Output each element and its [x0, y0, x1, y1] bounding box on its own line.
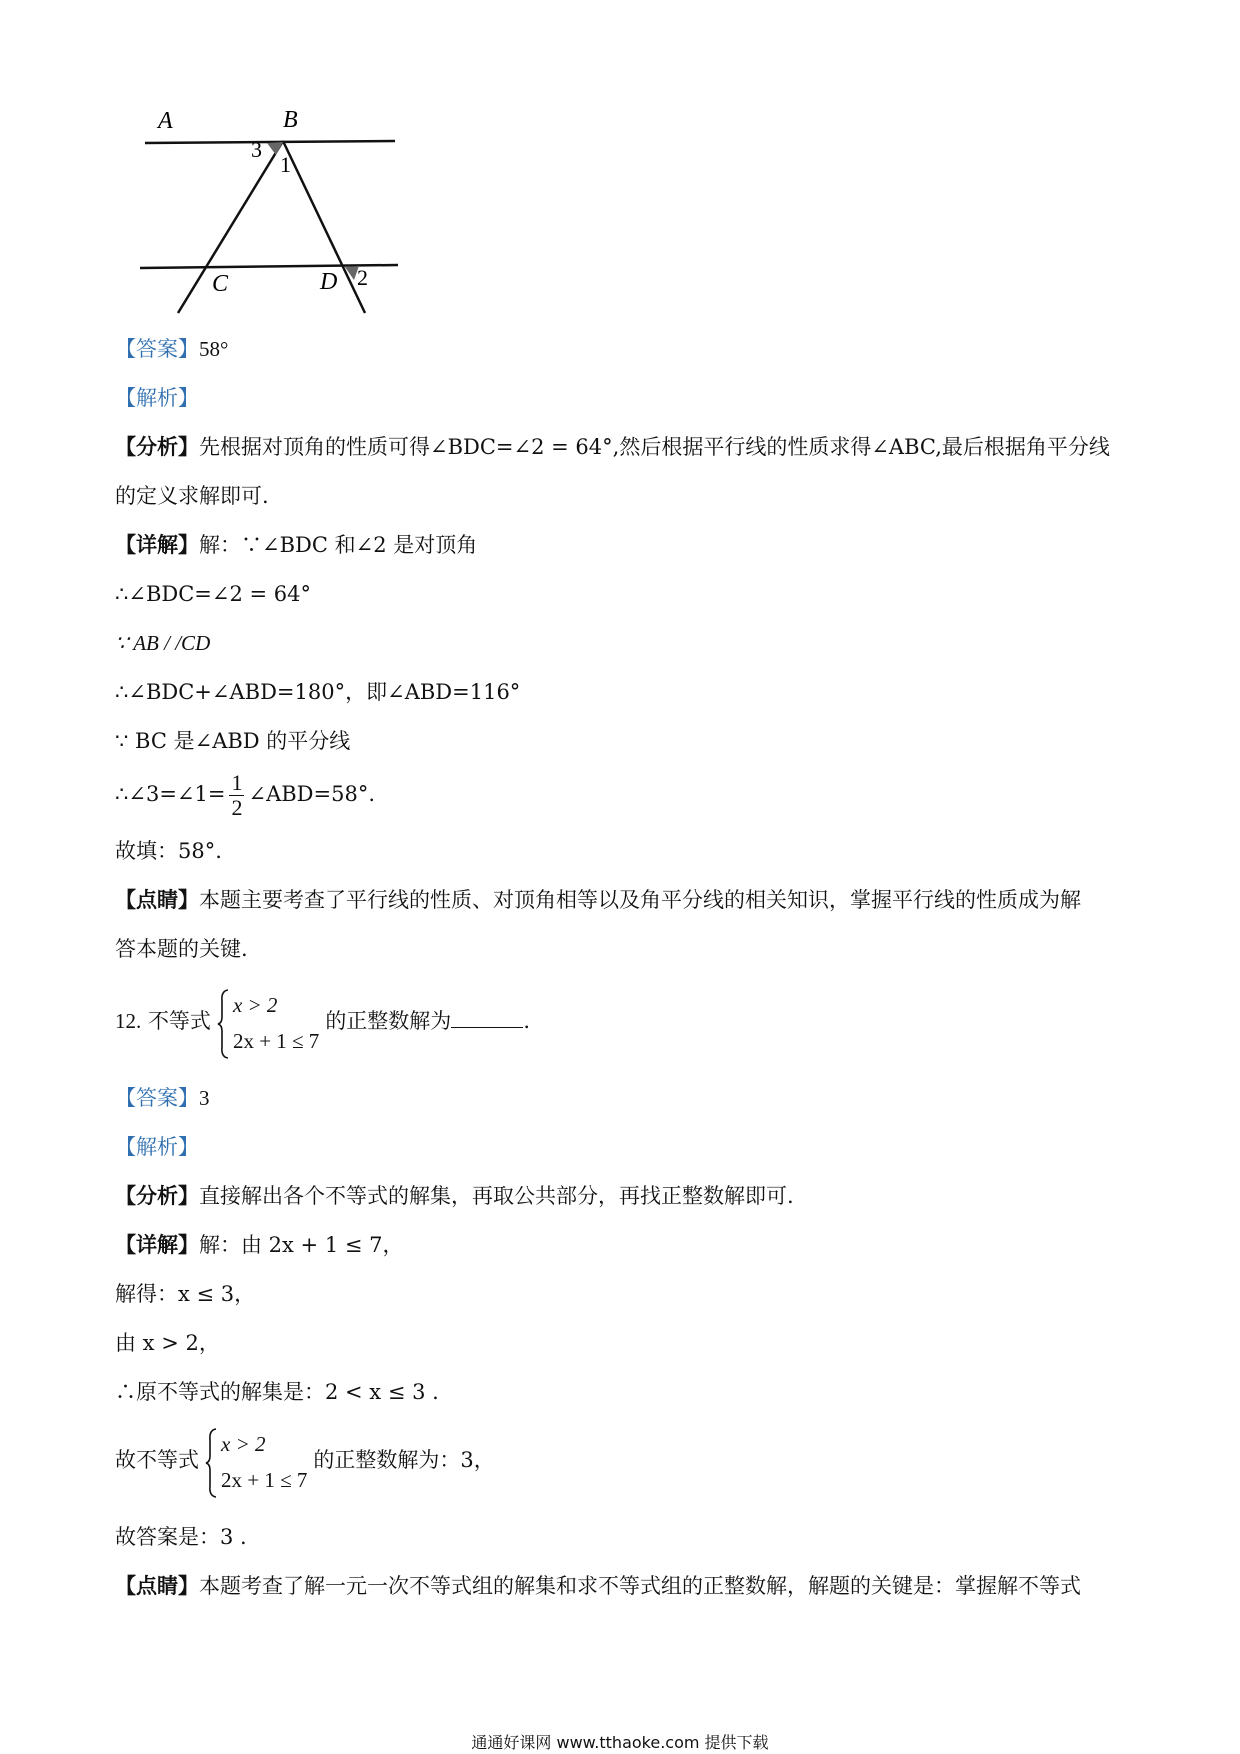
fenxi-tag: 【分析】	[115, 434, 199, 459]
fraction-half	[229, 771, 244, 820]
step-4: ∴原不等式的解集是：2 < x ≤ 3 .	[115, 1380, 439, 1404]
q11-dianjing-2: 答本题的关键.	[115, 937, 248, 961]
answer-blank	[451, 1009, 523, 1028]
dianjing-tag: 【点睛】	[115, 1573, 199, 1598]
q11-dianjing-1	[115, 885, 1081, 915]
inequality-2: 2x + 1 ≤ 7	[221, 1467, 308, 1492]
analysis-tag: 【解析】	[115, 386, 199, 410]
inequality-1: x > 2	[232, 992, 278, 1017]
step-3: 由 x > 2，	[115, 1331, 220, 1355]
brace-icon	[217, 989, 229, 1059]
inequality-system	[205, 1426, 307, 1498]
dianjing-tag: 【点睛】	[115, 887, 199, 912]
q12-xiangjie	[115, 1230, 404, 1260]
inequality-2: 2x + 1 ≤ 7	[232, 1028, 320, 1053]
answer-value: 3	[199, 1086, 210, 1110]
fraction-numerator: 1	[231, 770, 243, 795]
xiangjie-tag: 【详解】	[115, 1232, 199, 1257]
geometry-figure	[130, 105, 410, 320]
fraction-denominator: 2	[231, 795, 243, 820]
step-6: 故答案是：3 .	[115, 1525, 247, 1549]
answer-tag: 【答案】	[115, 1086, 199, 1110]
step-5	[115, 1422, 495, 1498]
q12-answer-line	[115, 1083, 210, 1113]
answer-value: 58°	[199, 337, 229, 361]
label-A: A	[158, 108, 173, 134]
stem-pre: 不等式	[147, 1009, 211, 1033]
analysis-tag: 【解析】	[115, 1135, 199, 1159]
q12-dianjing	[115, 1571, 1081, 1601]
inequality-system	[217, 987, 319, 1059]
step-1: 解：∵∠BDC 和∠2 是对顶角	[199, 533, 478, 557]
step-7: 故填：58°.	[115, 839, 222, 863]
step-5-post: 的正整数解为：3，	[313, 1448, 495, 1472]
q11-fenxi-2: 的定义求解即可.	[115, 484, 269, 508]
q12-fenxi	[115, 1181, 794, 1211]
dianjing-text: 本题考查了解一元一次不等式组的解集和求不等式组的正整数解，解题的关键是：掌握解不等式	[199, 1574, 1081, 1598]
step-5: ∵ BC 是∠ABD 的平分线	[115, 729, 351, 753]
step-6-post: ∠ABD=58°.	[248, 782, 375, 806]
step-4: ∴∠BDC+∠ABD=180°，即∠ABD=116°	[115, 680, 521, 704]
stem-period: .	[523, 1009, 530, 1033]
fenxi-tag: 【分析】	[115, 1183, 199, 1208]
inequality-1: x > 2	[221, 1431, 266, 1456]
q11-xiangjie	[115, 530, 477, 560]
q12-stem	[115, 983, 530, 1059]
brace-icon	[205, 1428, 217, 1498]
label-2: 2	[357, 265, 368, 290]
step-2: ∴∠BDC=∠2 = 64°	[115, 582, 312, 606]
question-number: 12.	[115, 1009, 142, 1033]
step-6-pre: ∴∠3=∠1=	[115, 782, 226, 806]
page-footer: 通通好课网 www.tthaoke.com 提供下载	[471, 1733, 769, 1752]
step-3: ∵ AB / /CD	[115, 631, 211, 655]
stem-post: 的正整数解为	[325, 1009, 452, 1033]
step-1: 解：由 2x + 1 ≤ 7，	[199, 1233, 404, 1257]
fenxi-text: 先根据对顶角的性质可得∠BDC=∠2 = 64°,然后根据平行线的性质求得∠ABC,最后根据角平分线	[199, 435, 1110, 459]
label-3: 3	[251, 137, 262, 162]
label-1: 1	[280, 152, 291, 177]
label-D: D	[320, 269, 338, 295]
label-C: C	[212, 271, 229, 297]
q11-answer-line	[115, 334, 228, 364]
step-5-pre: 故不等式	[115, 1448, 199, 1472]
q11-fenxi-1	[115, 432, 1110, 462]
xiangjie-tag: 【详解】	[115, 532, 199, 557]
label-B: B	[283, 107, 298, 133]
dianjing-text: 本题主要考查了平行线的性质、对顶角相等以及角平分线的相关知识，掌握平行线的性质成为解	[199, 888, 1081, 912]
step-6	[115, 766, 375, 822]
answer-tag: 【答案】	[115, 337, 199, 361]
fenxi-text: 直接解出各个不等式的解集，再取公共部分，再找正整数解即可.	[199, 1184, 794, 1208]
step-2: 解得：x ≤ 3，	[115, 1282, 256, 1306]
